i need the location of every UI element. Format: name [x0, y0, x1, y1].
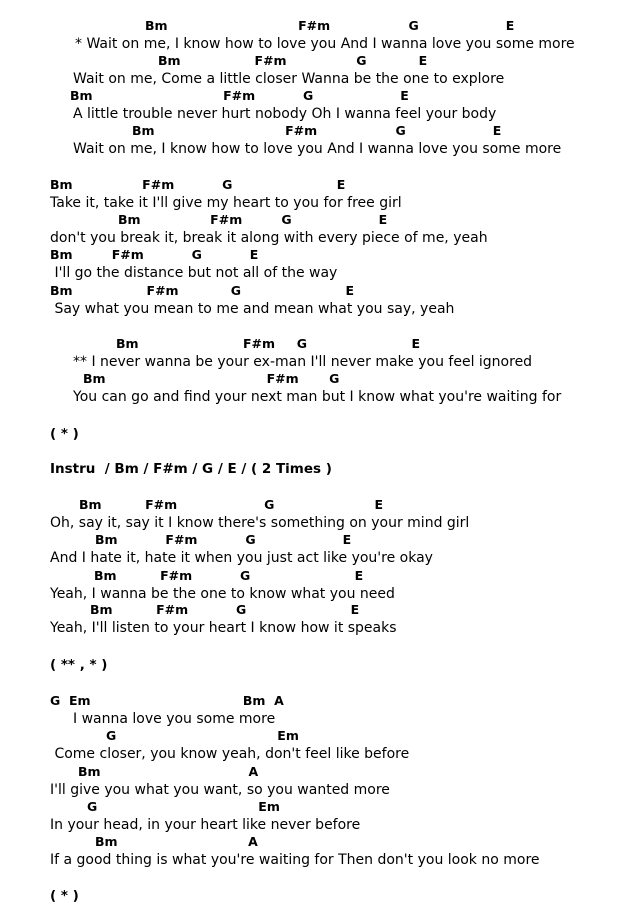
chord-line: Bm F#m G E — [116, 336, 421, 351]
section-marker: ( ** , * ) — [50, 657, 108, 673]
chord-line: G Em Bm A — [50, 693, 284, 708]
chord-line: Bm F#m G E — [95, 532, 352, 547]
chord-line: Bm F#m G E — [70, 88, 409, 103]
lyric-line: And I hate it, hate it when you just act like you're okay — [50, 550, 433, 566]
lyric-line: A little trouble never hurt nobody Oh I wanna feel your body — [73, 106, 497, 122]
chord-line: Bm F#m G E — [132, 123, 502, 138]
lyric-line: Say what you mean to me and mean what you say, yeah — [50, 301, 455, 317]
chord-line: Bm F#m G E — [94, 568, 364, 583]
section-marker: ( * ) — [50, 888, 79, 904]
chord-line: Bm F#m G E — [50, 247, 259, 262]
lyric-line: ** I never wanna be your ex-man I'll never make you feel ignored — [73, 354, 533, 370]
chord-line: Bm F#m G E — [50, 177, 346, 192]
lyric-line: I wanna love you some more — [73, 711, 276, 727]
lyric-line: Take it, take it I'll give my heart to you for free girl — [50, 195, 402, 211]
chord-line: Bm F#m G E — [145, 18, 515, 33]
lyric-line: In your head, in your heart like never before — [50, 817, 361, 833]
lyric-line: Wait on me, I know how to love you And I wanna love you some more — [73, 141, 562, 157]
chord-line: Bm F#m G E — [50, 283, 355, 298]
lyric-line: don't you break it, break it along with every piece of me, yeah — [50, 230, 488, 246]
chord-line: Bm F#m G E — [90, 602, 360, 617]
chord-line: G Em — [87, 799, 280, 814]
instrumental-line: Instru / Bm / F#m / G / E / ( 2 Times ) — [50, 461, 332, 477]
lyric-line: Come closer, you know yeah, don't feel like before — [50, 746, 410, 762]
lyric-line: Oh, say it, say it I know there's something on your mind girl — [50, 515, 470, 531]
lyric-line: * Wait on me, I know how to love you And I wanna love you some more — [75, 36, 575, 52]
lyric-line: I'll go the distance but not all of the way — [50, 265, 338, 281]
lyric-line: If a good thing is what you're waiting for Then don't you look no more — [50, 852, 540, 868]
chord-line: Bm A — [78, 764, 259, 779]
section-marker: ( * ) — [50, 426, 79, 442]
chord-line: G Em — [106, 728, 299, 743]
lyric-line: Yeah, I'll listen to your heart I know how it speaks — [50, 620, 397, 636]
lyric-line: I'll give you what you want, so you wanted more — [50, 782, 390, 798]
chord-line: Bm F#m G — [83, 371, 340, 386]
lyric-line: You can go and find your next man but I know what you're waiting for — [73, 389, 562, 405]
chord-line: Bm F#m G E — [79, 497, 384, 512]
lyric-line: Yeah, I wanna be the one to know what you need — [50, 586, 395, 602]
lyric-line: Wait on me, Come a little closer Wanna be the one to explore — [73, 71, 505, 87]
chord-line: Bm A — [95, 834, 258, 849]
chord-line: Bm F#m G E — [118, 212, 388, 227]
chord-line: Bm F#m G E — [158, 53, 428, 68]
